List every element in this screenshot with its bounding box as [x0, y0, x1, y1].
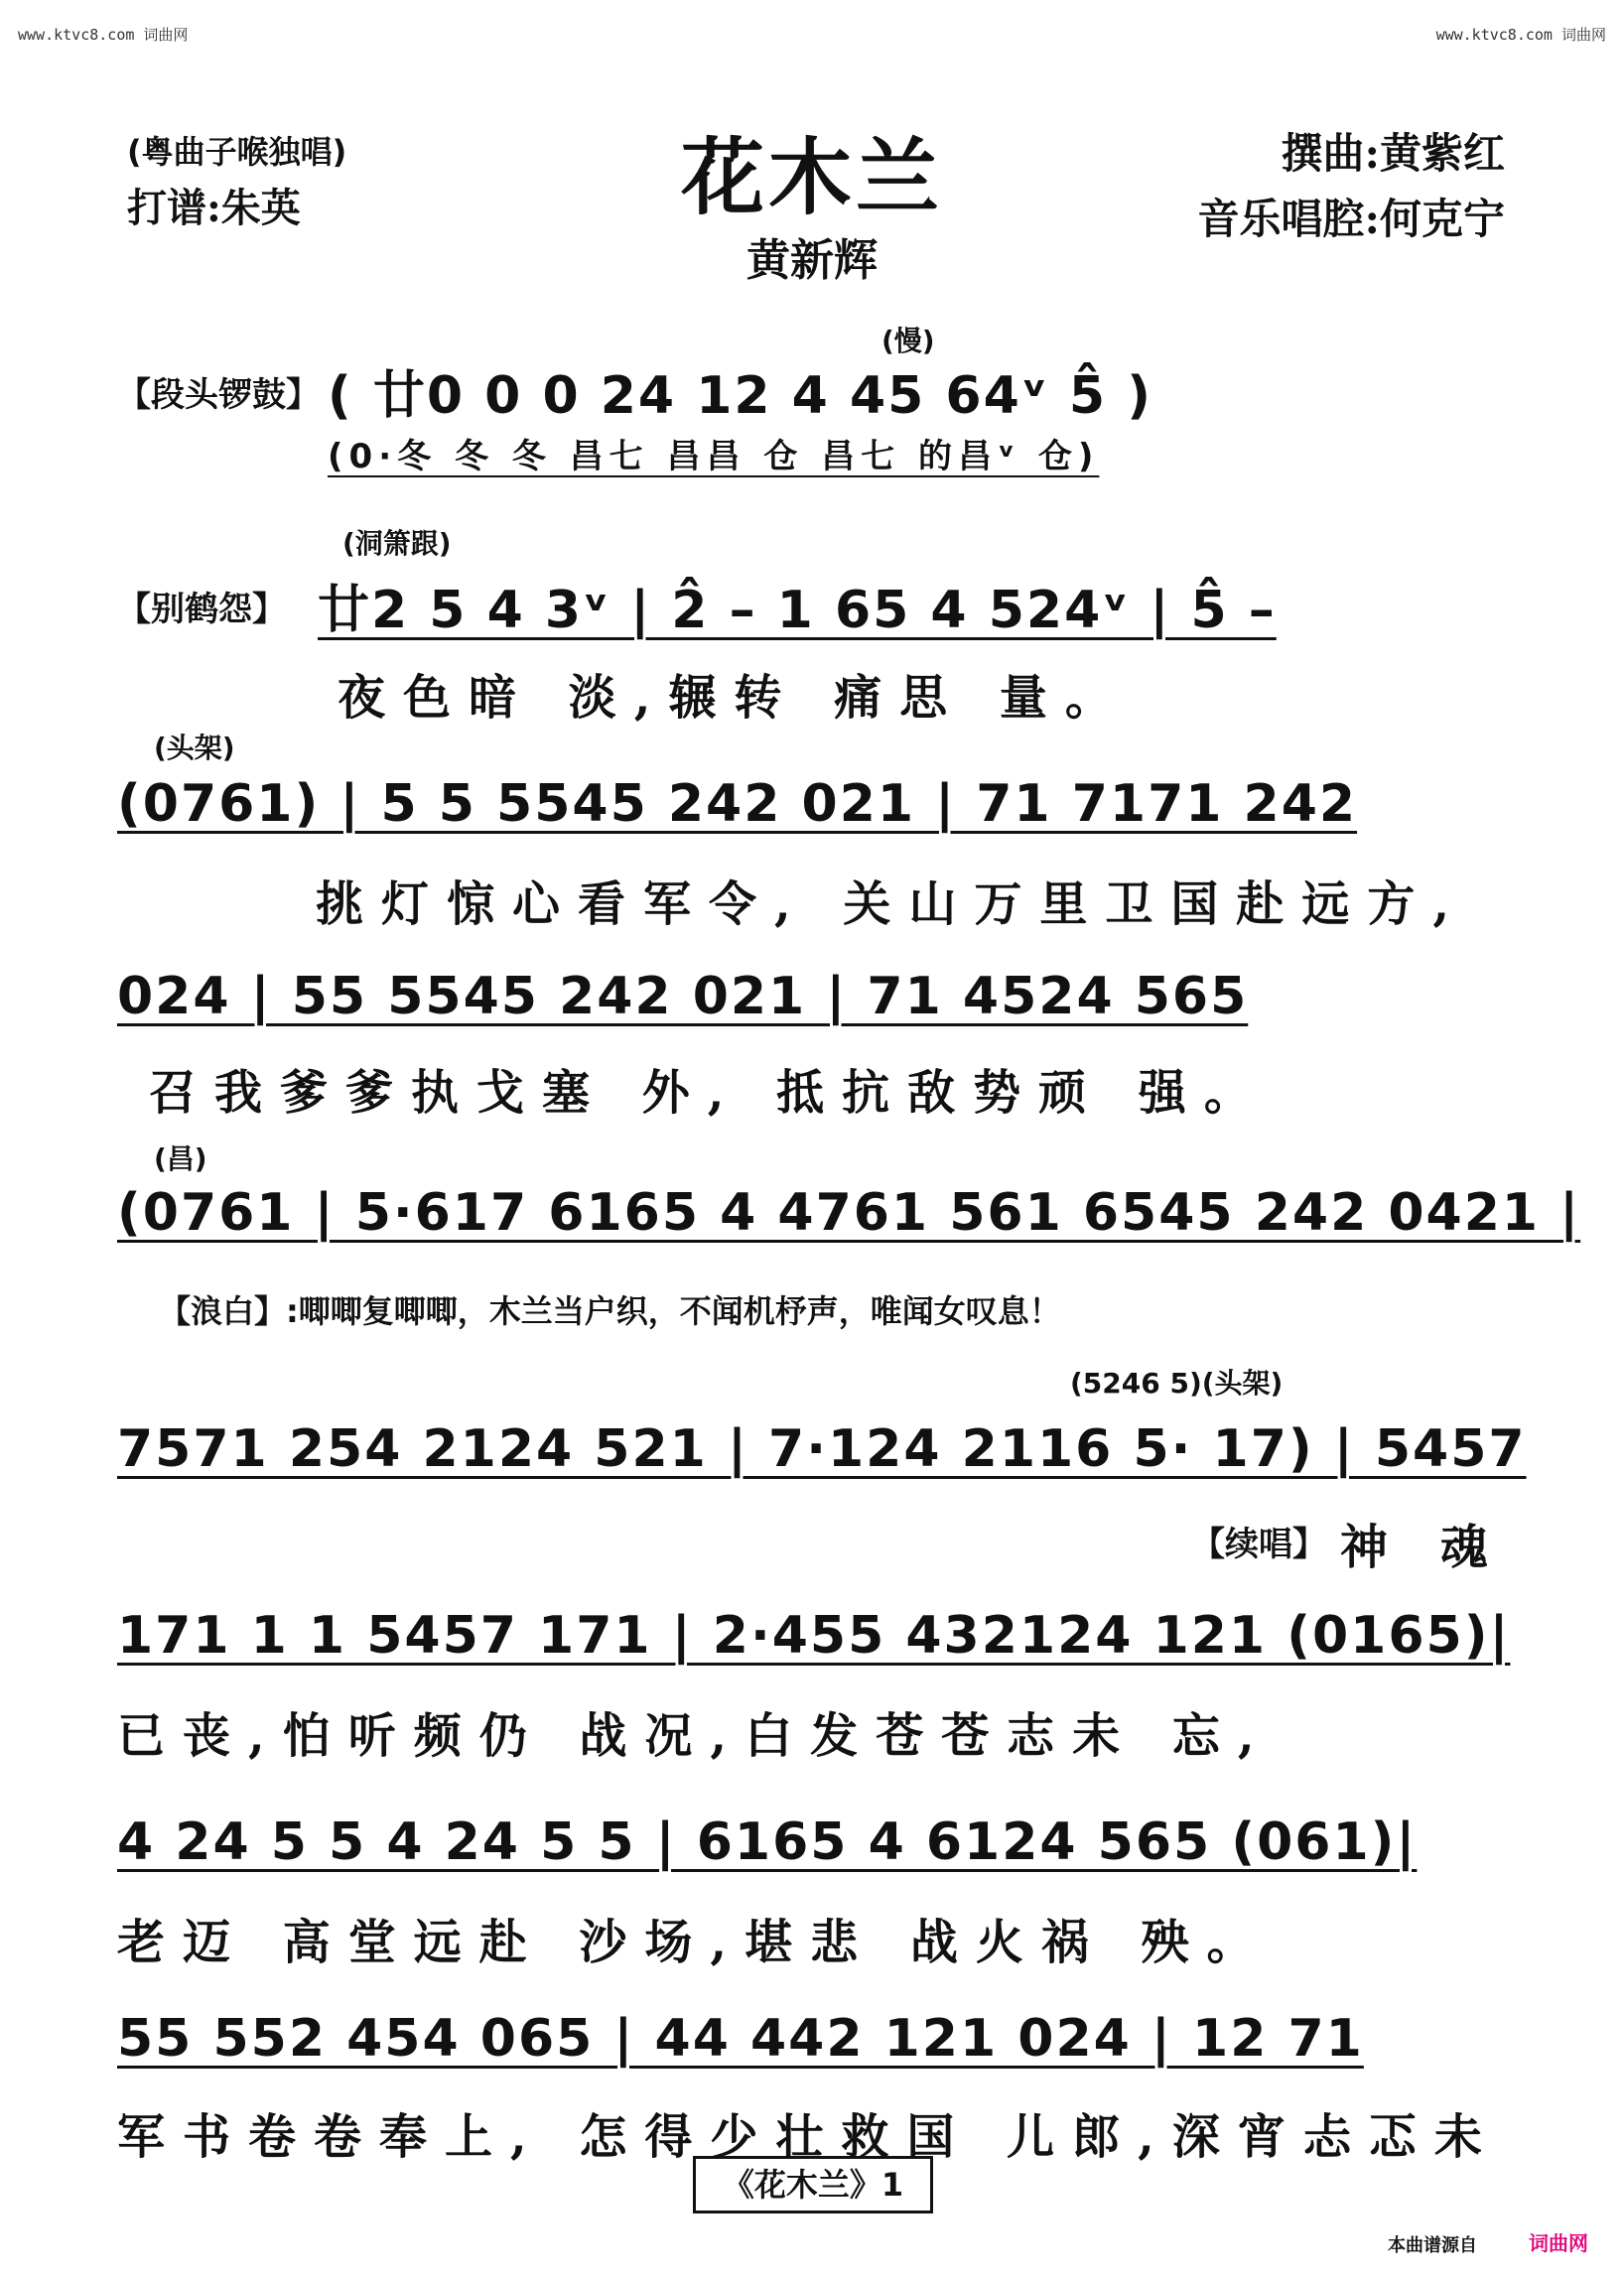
- source-label: 本曲谱源自: [1388, 2235, 1477, 2256]
- instrument-marker: (5246 5)(头架): [1070, 1367, 1284, 1400]
- transcriber-label: 打谱:朱英: [127, 185, 301, 231]
- song-title: 花木兰: [680, 128, 943, 226]
- lyric-line: 军书卷卷奉上, 怎得少壮救国 儿郎,深宵忐忑未: [117, 2109, 1500, 2165]
- section-label: 【别鹤怨】: [117, 590, 286, 629]
- lyric-line: 召我爹爹执戈塞 外, 抵抗敌势顽 强。: [149, 1065, 1270, 1121]
- composer-label: 撰曲:黄紫红: [1281, 129, 1505, 178]
- source-brand-link[interactable]: 词曲网: [1529, 2231, 1588, 2255]
- percussion-line: (0·冬 冬 冬 昌七 昌昌 仓 昌七 的昌ᵛ 仓): [328, 437, 1100, 476]
- lyric-line: 夜色暗 淡,辗转 痛思 量。: [338, 670, 1131, 726]
- notation-line: 4 24 5 5 4 24 5 5 | 6165 4 6124 565 (061)|: [117, 1812, 1418, 1872]
- section-label: 【段头锣鼓】: [117, 375, 320, 415]
- instrument-marker: (洞箫跟): [342, 527, 452, 560]
- lyric-line: 神 魂: [1340, 1520, 1506, 1575]
- instrument-marker: (头架): [154, 732, 235, 764]
- lyric-line: 老迈 高堂远赴 沙场,堪悲 战火祸 殃。: [117, 1915, 1273, 1970]
- notation-line: 171 1 1 5457 171 | 2·455 432124 121 (0165)|: [117, 1606, 1511, 1666]
- notation-line: 7571 254 2124 521 | 7·124 2116 5· 17) | 5457: [117, 1419, 1527, 1479]
- watermark-right: www.ktvc8.com 词曲网: [1435, 26, 1606, 44]
- notation-line: ( 廿0 0 0 24 12 4 45 64ᵛ 5̂ ): [328, 366, 1152, 426]
- notation-line: 廿2 5 4 3ᵛ | 2̂ – 1 65 4 524ᵛ | 5̂ –: [318, 581, 1277, 640]
- page-label: 《花木兰》1: [693, 2156, 933, 2213]
- genre-label: (粤曲子喉独唱): [127, 133, 347, 171]
- lyric-line: 已丧,怕听频仍 战况,白发苍苍志未 忘,: [117, 1708, 1273, 1764]
- percussion-marker: (昌): [154, 1142, 207, 1175]
- narration-line: 【浪白】:唧唧复唧唧，木兰当户织，不闻机杼声，唯闻女叹息！: [159, 1292, 1061, 1330]
- notation-line: 55 552 454 065 | 44 442 121 024 | 12 71: [117, 2009, 1364, 2069]
- notation-line: (0761 | 5·617 6165 4 4761 561 6545 242 0421 |: [117, 1183, 1581, 1243]
- watermark-left: www.ktvc8.com 词曲网: [18, 26, 189, 44]
- notation-line: 024 | 55 5545 242 021 | 71 4524 565: [117, 967, 1249, 1026]
- notation-line: (0761) | 5 5 5545 242 021 | 71 7171 242: [117, 774, 1358, 834]
- tempo-marker: (慢): [881, 325, 935, 357]
- lyric-line: 挑灯惊心看军令, 关山万里卫国赴远方,: [316, 876, 1468, 932]
- singer-name: 黄新辉: [746, 235, 878, 286]
- arranger-label: 音乐唱腔:何克宁: [1197, 195, 1505, 243]
- section-label: 【续唱】: [1191, 1525, 1326, 1564]
